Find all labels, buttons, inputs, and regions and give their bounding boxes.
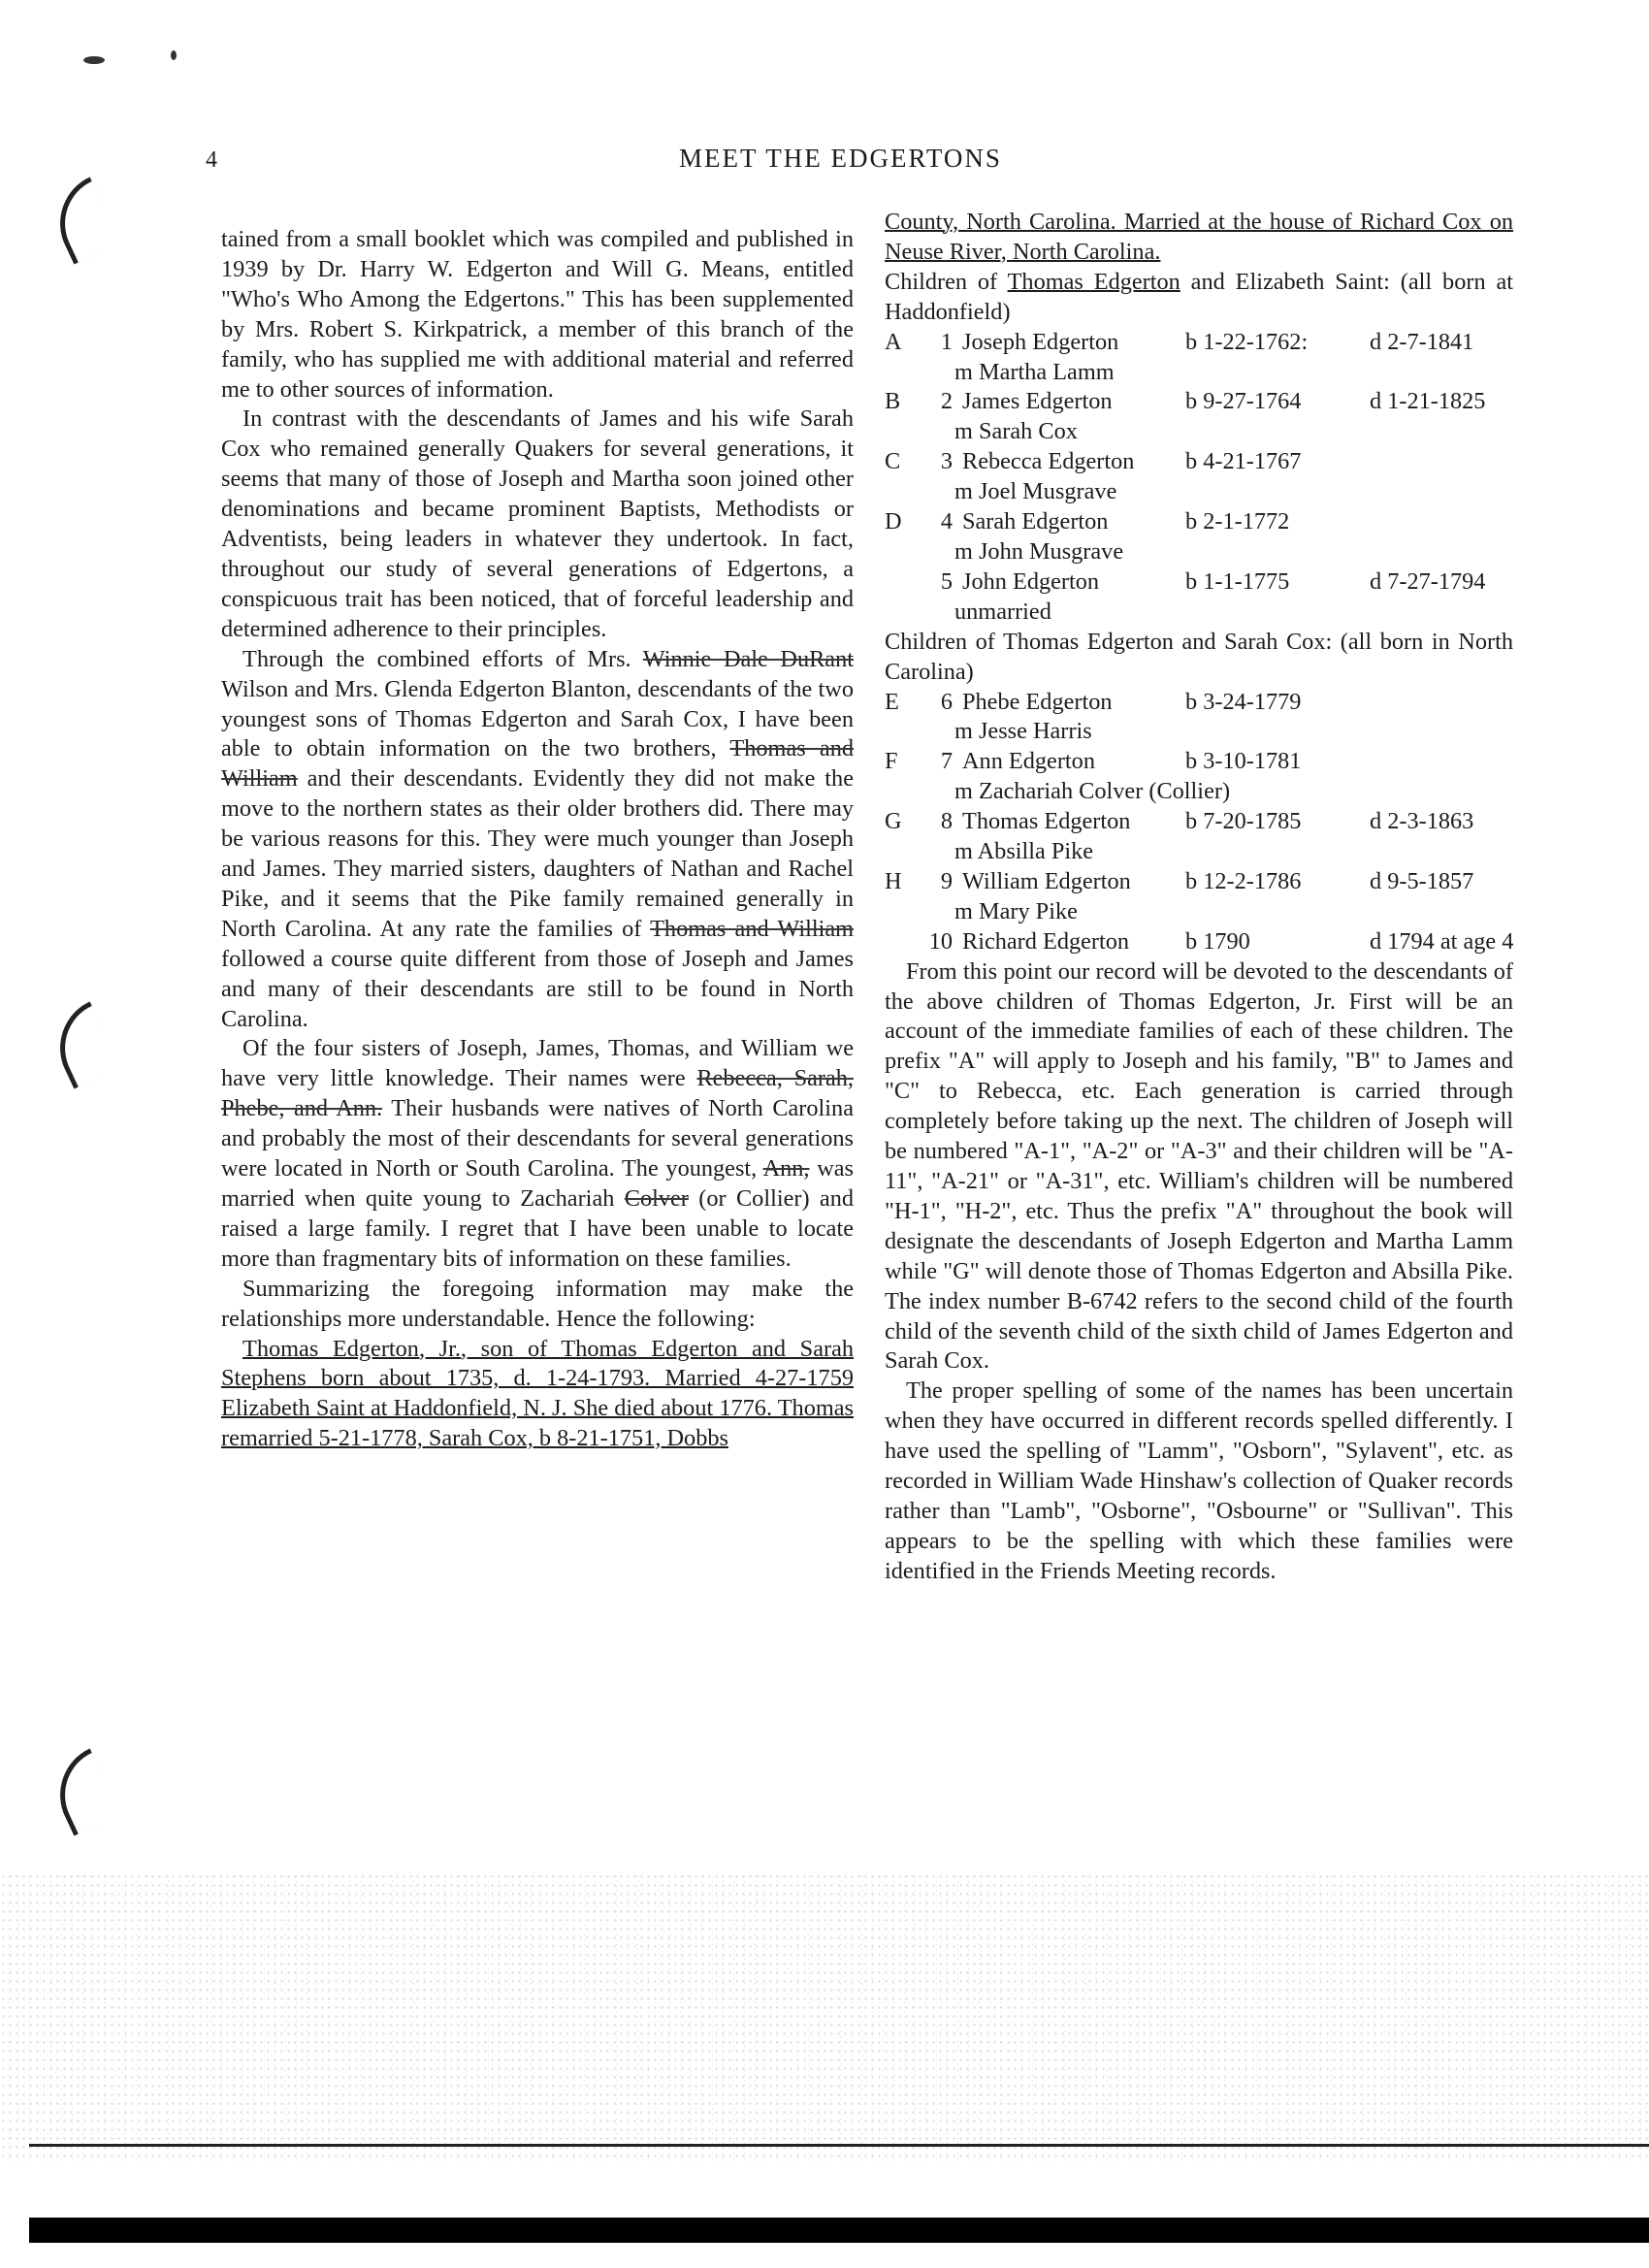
entry-letter xyxy=(885,927,923,957)
scan-noise xyxy=(0,1872,1649,2163)
child-entry xyxy=(885,507,1513,537)
running-title: MEET THE EDGERTONS xyxy=(679,144,1002,173)
entry-letter: F xyxy=(885,748,898,775)
child-name: Sarah Edgerton xyxy=(962,508,1109,535)
scan-edge-bar xyxy=(29,2218,1649,2243)
death-date: d 2-7-1841 xyxy=(1370,328,1474,355)
text-run: and Elizabeth Saint: (all born at Haddonfield) xyxy=(885,268,1513,325)
child-name: Thomas Edgerton xyxy=(962,808,1131,835)
birth-date: b 3-24-1779 xyxy=(1185,688,1302,715)
underlined-paragraph: Thomas Edgerton, Jr., son of Thomas Edgerton and Sarah Stephens born about 1735, d. 1-24-1793. Married 4-27-1759 Elizabeth Saint at Haddonfield, N. J. She died about 1776. Thomas remarried 5-21-1778, Sarah Cox, b 8-21-1751, Dobbs xyxy=(221,1335,854,1452)
death-date: d 1-21-1825 xyxy=(1370,388,1486,415)
text-run: Their husbands were natives of North Carolina and probably the most of their descendants for several generations were located in North or South Carolina. The youngest, xyxy=(221,1095,854,1183)
death-date: d 2-3-1863 xyxy=(1370,808,1474,835)
entry-letter xyxy=(885,567,923,598)
entry-number: 10 xyxy=(928,927,953,955)
text-run: Wilson and Mrs. Glenda Edgerton Blanton, descendants of the two youngest sons of Thomas Edgerton and Sarah Cox, I have been able to obtain information on the two brothers, xyxy=(221,675,854,762)
struck-text: Rebecca, Sarah, Phebe, and Ann. xyxy=(221,1065,854,1122)
child-name: William Edgerton xyxy=(962,867,1131,894)
entry-letter: A xyxy=(885,328,902,355)
struck-text: Winnie Dale DuRant xyxy=(642,645,854,672)
child-entry xyxy=(885,328,1513,358)
child-entry xyxy=(885,807,1513,837)
text-run: was married when quite young to Zachariah xyxy=(221,1155,854,1212)
paragraph: Summarizing the foregoing information may make the relationships more understandable. Hence the following: xyxy=(221,1275,854,1332)
struck-text: Thomas and William xyxy=(650,915,855,942)
scan-speck xyxy=(171,50,177,60)
text-run: followed a course quite different from those of Joseph and James and many of their descendants are still to be found in North Carolina. xyxy=(221,945,854,1032)
child-entry xyxy=(885,927,1513,957)
paragraph xyxy=(221,1034,854,1274)
birth-date: b 1790 xyxy=(1185,927,1250,955)
child-entry xyxy=(885,387,1513,417)
spouse-line: m Sarah Cox xyxy=(954,418,1078,445)
death-date: d 7-27-1794 xyxy=(1370,567,1486,595)
entry-number: 6 xyxy=(940,688,953,715)
underlined-name: Thomas Edgerton xyxy=(1007,268,1180,295)
entry-number: 4 xyxy=(940,508,953,535)
child-name: Richard Edgerton xyxy=(962,927,1130,955)
page-header xyxy=(0,138,1649,177)
child-entry xyxy=(885,567,1513,598)
spouse-line: m Zachariah Colver (Collier) xyxy=(954,778,1231,805)
spouse-line: m Martha Lamm xyxy=(954,358,1115,385)
child-entry xyxy=(885,747,1513,777)
scan-speck xyxy=(83,56,105,64)
page-number: 4 xyxy=(206,147,217,173)
binder-hole xyxy=(44,177,121,264)
child-name: Ann Edgerton xyxy=(962,748,1095,775)
child-entry xyxy=(885,867,1513,897)
entry-number: 8 xyxy=(940,808,953,835)
paragraph xyxy=(221,645,854,1035)
child-name: Phebe Edgerton xyxy=(962,688,1113,715)
entry-letter: H xyxy=(885,867,902,894)
underlined-paragraph: County, North Carolina. Married at the house of Richard Cox on Neuse River, North Carolina. xyxy=(885,209,1513,265)
birth-date: b 2-1-1772 xyxy=(1185,508,1290,535)
spouse-line: m Mary Pike xyxy=(954,897,1078,924)
child-entry xyxy=(885,688,1513,718)
binder-hole xyxy=(44,1001,121,1088)
binder-hole xyxy=(44,1748,121,1835)
children-list xyxy=(885,688,1513,957)
birth-date: b 1-22-1762: xyxy=(1185,328,1309,355)
spouse-line: m Absilla Pike xyxy=(954,838,1094,865)
birth-date: b 3-10-1781 xyxy=(1185,748,1302,775)
death-date: d 9-5-1857 xyxy=(1370,867,1474,894)
child-entry xyxy=(885,447,1513,477)
entry-letter: D xyxy=(885,508,902,535)
entry-number: 9 xyxy=(940,867,953,894)
paragraph: In contrast with the descendants of James and his wife Sarah Cox who remained generally Quakers for several generations, it seems that many of those of Joseph and Martha soon joined other denominations and became prominent Baptists, Methodists or Adventists, being leaders in whatever they undertook. In fact, throughout our study of several generations of Edgertons, a conspicuous trait has been noticed, that of forceful leadership and determined adherence to their principles. xyxy=(221,405,854,642)
entry-letter: C xyxy=(885,448,901,475)
struck-text: Ann, xyxy=(762,1155,810,1183)
paragraph: The proper spelling of some of the names has been uncertain when they have occurred in different records spelled differently. I have used the spelling of "Lamm", "Osborn", "Sylavent", etc. as recorded in William Wade Hinshaw's collection of Quaker records rather than "Lamb", "Osborne", "Osbourne" or "Sullivan". This appears to be the spelling with which these families were identified in the Friends Meeting records. xyxy=(885,1377,1513,1584)
struck-text: Colver xyxy=(624,1185,689,1212)
text-run: (or Collier) and raised a large family. I regret that I have been unable to locate more than fragmentary bits of information on these families. xyxy=(221,1185,854,1272)
entry-number: 3 xyxy=(940,448,953,475)
child-name: Rebecca Edgerton xyxy=(962,448,1135,475)
spouse-line: m John Musgrave xyxy=(954,537,1124,565)
birth-date: b 4-21-1767 xyxy=(1185,448,1302,475)
paragraph: tained from a small booklet which was compiled and published in 1939 by Dr. Harry W. Edgerton and Will G. Means, entitled "Who's Who Among the Edgertons." This has been supplemented by Mrs. Robert S. Kirkpatrick, a member of this branch of the family, who has supplied me with additional material and referred me to other sources of information. xyxy=(221,226,854,403)
child-name: John Edgerton xyxy=(962,567,1100,595)
left-column xyxy=(221,225,854,1454)
birth-date: b 12-2-1786 xyxy=(1185,867,1302,894)
text-run: and their descendants. Evidently they did not make the move to the northern states as their older brothers did. There may be various reasons for this. They were much younger than Joseph and James. They married sisters, daughters of Nathan and Rachel Pike, and it seems that the Pike family remained generally in North Carolina. At any rate the families of xyxy=(221,765,854,942)
children-list xyxy=(885,328,1513,628)
birth-date: b 1-1-1775 xyxy=(1185,567,1290,595)
text-run: Through the combined efforts of Mrs. xyxy=(242,645,631,672)
text-run: Children of xyxy=(885,268,998,295)
birth-date: b 9-27-1764 xyxy=(1185,388,1302,415)
struck-text: Thomas and William xyxy=(221,735,855,793)
entry-number: 1 xyxy=(940,328,953,355)
scan-edge-line xyxy=(29,2144,1649,2147)
right-column xyxy=(885,208,1513,1587)
entry-number: 5 xyxy=(940,567,953,595)
child-name: James Edgerton xyxy=(962,388,1113,415)
children-heading: Children of Thomas Edgerton and Sarah Cox: (all born in North Carolina) xyxy=(885,628,1513,685)
birth-date: b 7-20-1785 xyxy=(1185,808,1302,835)
spouse-line: unmarried xyxy=(954,598,1051,625)
entry-letter: B xyxy=(885,388,901,415)
text-run: Of the four sisters of Joseph, James, Thomas, and William we have very little knowledge. Their names were xyxy=(221,1035,854,1092)
entry-letter: E xyxy=(885,688,899,715)
entry-number: 2 xyxy=(940,388,953,415)
spouse-line: m Jesse Harris xyxy=(954,718,1092,745)
children-heading xyxy=(885,268,1513,328)
entry-letter: G xyxy=(885,808,902,835)
death-date: d 1794 at age 4 xyxy=(1370,927,1514,955)
child-name: Joseph Edgerton xyxy=(962,328,1119,355)
spouse-line: m Joel Musgrave xyxy=(954,478,1117,505)
entry-number: 7 xyxy=(940,748,953,775)
paragraph: From this point our record will be devoted to the descendants of the above children of Thomas Edgerton, Jr. First will be an account of the immediate families of each of these children. The prefix "A" will apply to Joseph and his family, "B" to James and "C" to Rebecca, etc. Each generation is carried through completely before taking up the next. The children of Joseph will be numbered "A-1", "A-2" or "A-3" and their children will be "A-11", "A-21" or "A-31", etc. William's children will be numbered "H-1", "H-2", etc. Thus the prefix "A" throughout the book will designate the descendants of Joseph Edgerton and Martha Lamm while "G" will denote those of Thomas Edgerton and Absilla Pike. The index number B-6742 refers to the second child of the fourth child of the seventh child of the sixth child of James Edgerton and Sarah Cox. xyxy=(885,957,1513,1375)
